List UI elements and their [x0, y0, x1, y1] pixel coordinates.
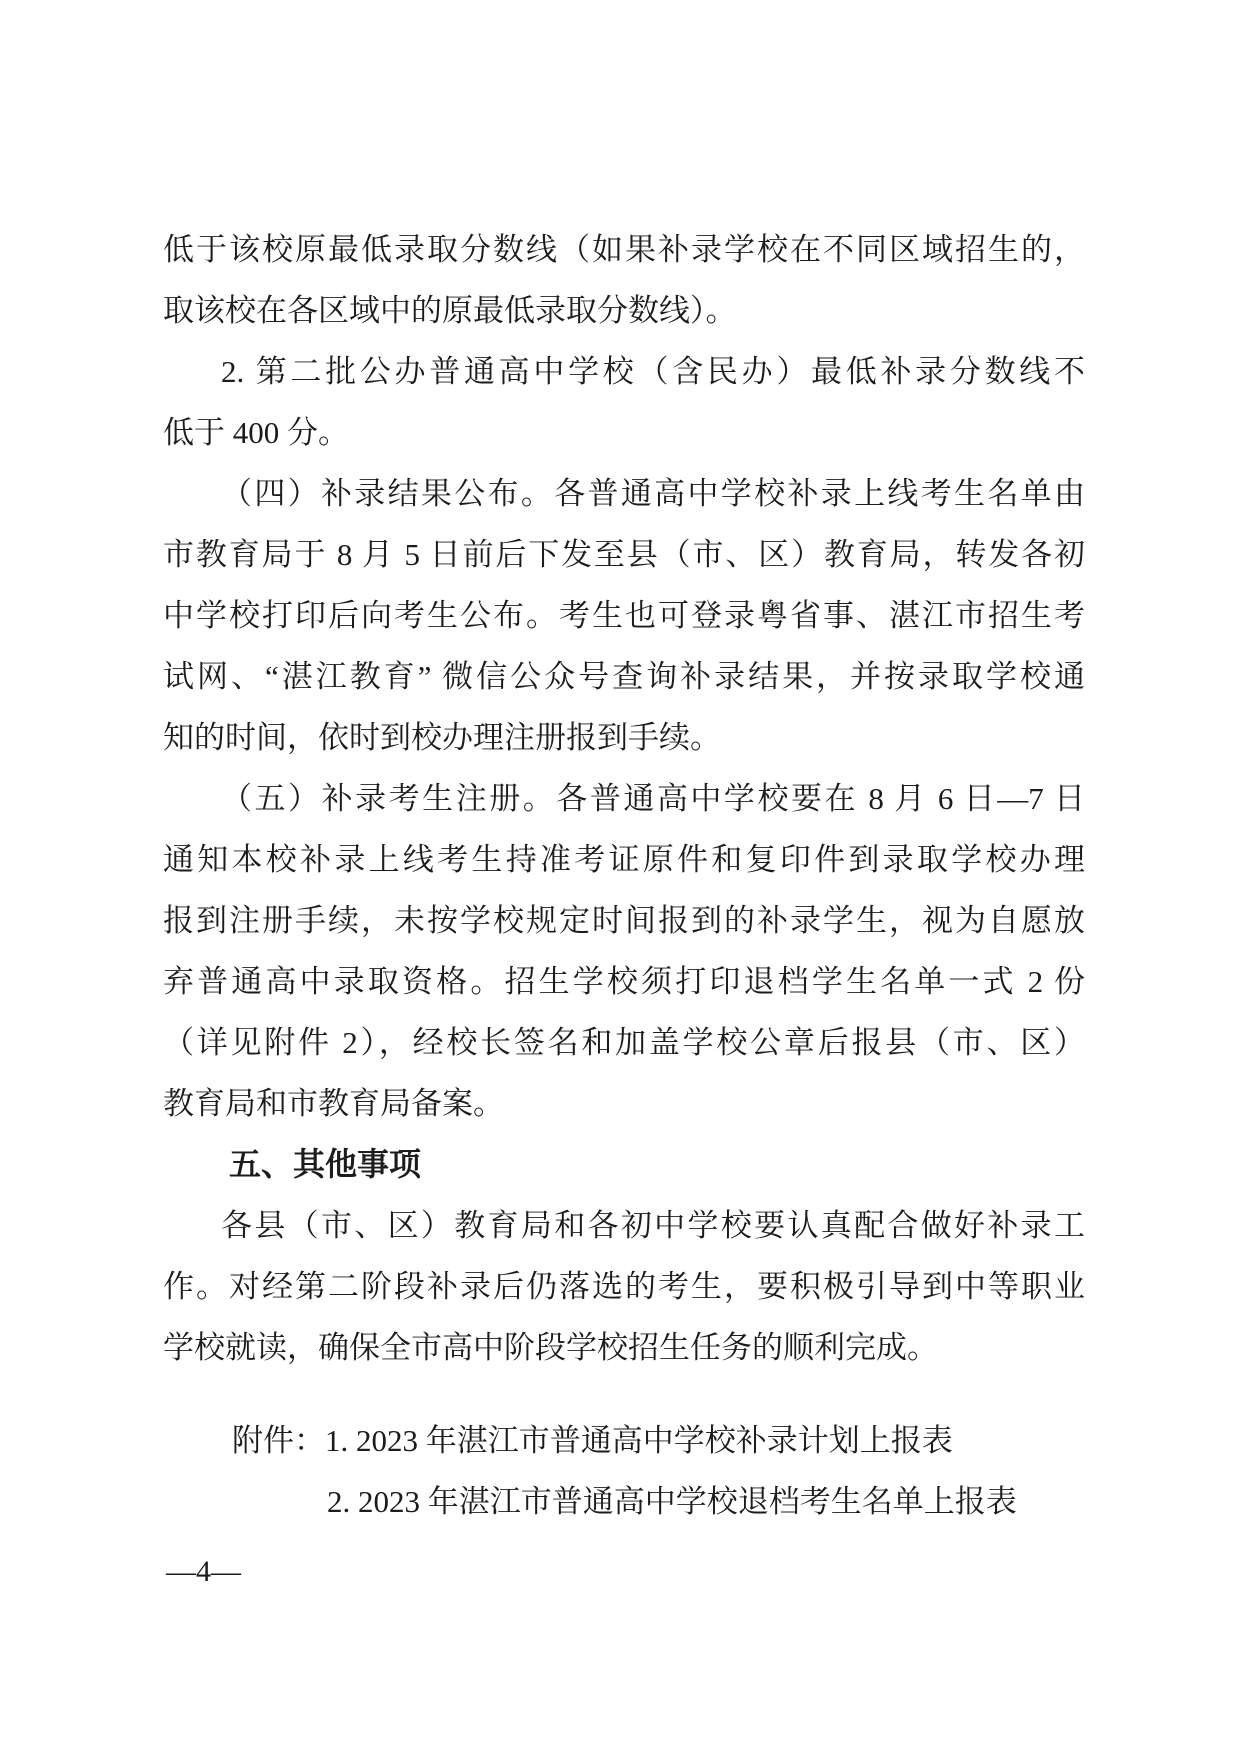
blank-gap [163, 1378, 1085, 1410]
body-line: 中学校打印后向考生公布。考生也可登录粤省事、湛江市招生考 [163, 598, 1085, 633]
body-line: 2. 第二批公办普通高中学校（含民办）最低补录分数线不 [221, 354, 1085, 389]
body-line: 报到注册手续，未按学校规定时间报到的补录学生，视为自愿放 [163, 903, 1085, 938]
body-line: 弃普通高中录取资格。招生学校须打印退档学生名单一式 2 份 [163, 964, 1085, 999]
body-line: 试网、“湛江教育” 微信公众号查询补录结果，并按录取学校通 [163, 659, 1085, 694]
body-line: 知的时间，依时到校办理注册报到手续。 [163, 720, 721, 755]
body-line: 低于 400 分。 [163, 415, 349, 450]
body-line: 通知本校补录上线考生持准考证原件和复印件到录取学校办理 [163, 842, 1085, 877]
page-number: —4— [166, 1555, 241, 1588]
body-line: 取该校在各区域中的原最低录取分数线）。 [163, 293, 737, 328]
body-line: （五）补录考生注册。各普通高中学校要在 8 月 6 日—7 日 [221, 781, 1085, 816]
body-line: 各县（市、区）教育局和各初中学校要认真配合做好补录工 [221, 1208, 1085, 1243]
body-line: 作。对经第二阶段补录后仍落选的考生，要积极引导到中等职业 [163, 1269, 1085, 1304]
body-line: 学校就读，确保全市高中阶段学校招生任务的顺利完成。 [163, 1330, 938, 1365]
body-line: （四）补录结果公布。各普通高中学校补录上线考生名单由 [221, 476, 1085, 511]
body-text [163, 219, 1085, 1532]
attachment-line-1: 附件：1. 2023 年湛江市普通高中学校补录计划上报表 [232, 1423, 953, 1458]
body-line: 市教育局于 8 月 5 日前后下发至县（市、区）教育局，转发各初 [163, 537, 1085, 572]
section-heading: 五、其他事项 [229, 1145, 422, 1183]
body-line: （详见附件 2），经校长签名和加盖学校公章后报县（市、区） [163, 1025, 1085, 1060]
attachment-line-2: 2. 2023 年湛江市普通高中学校退档考生名单上报表 [327, 1484, 1017, 1519]
body-line: 低于该校原最低录取分数线（如果补录学校在不同区域招生的， [163, 232, 1085, 267]
body-line: 教育局和市教育局备案。 [163, 1086, 504, 1121]
